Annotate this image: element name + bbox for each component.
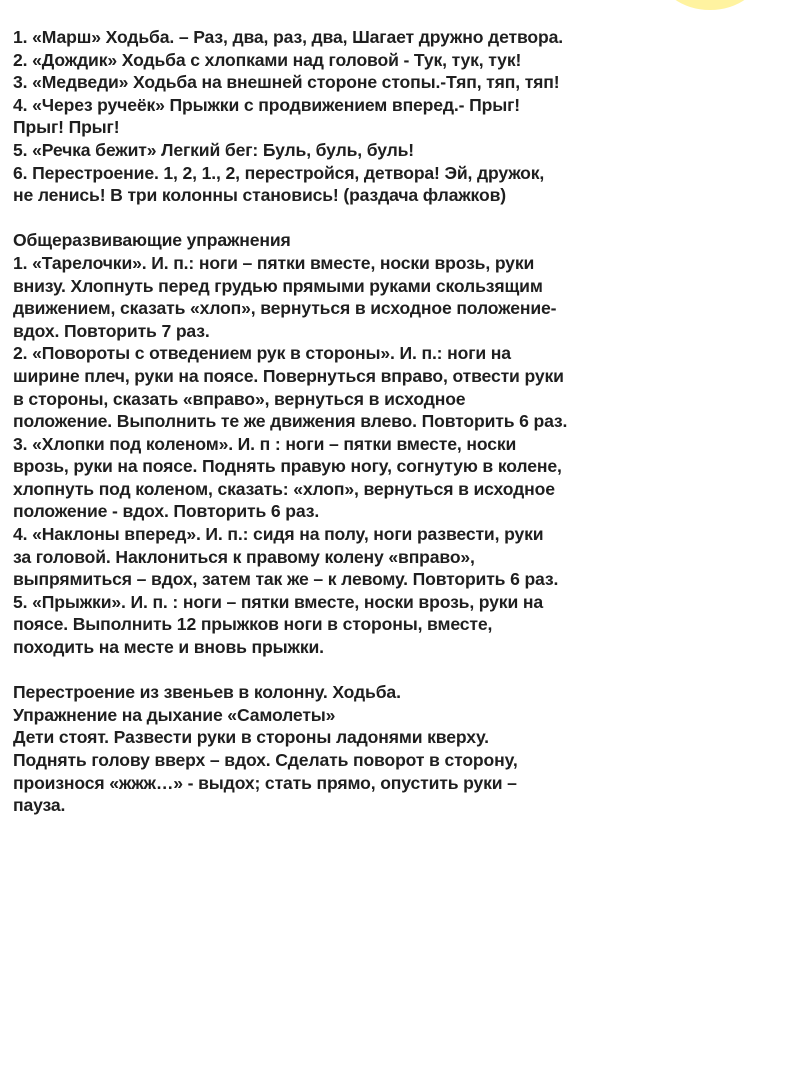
- text-line: походить на месте и вновь прыжки.: [13, 637, 324, 658]
- text-line: 1. «Тарелочки». И. п.: ноги – пятки вместе, носки врозь, руки: [13, 252, 535, 273]
- text-line: 3. «Хлопки под коленом». И. п : ноги – пятки вместе, носки: [13, 433, 517, 454]
- text-line: 2. «Повороты с отведением рук в стороны». И. п.: ноги на: [13, 343, 511, 364]
- text-line: за головой. Наклониться к правому колену «вправо»,: [13, 546, 475, 567]
- text-line: 5. «Прыжки». И. п. : ноги – пятки вместе, носки врозь, руки на: [13, 591, 543, 612]
- text-line: не ленись! В три колонны становись! (раздача флажков): [13, 185, 506, 206]
- text-line: Перестроение из звеньев в колонну. Ходьба.: [13, 682, 401, 703]
- text-line: пауза.: [13, 795, 66, 816]
- text-line: вдох. Повторить 7 раз.: [13, 320, 210, 341]
- text-line: 1. «Марш» Ходьба. – Раз, два, раз, два, Шагает дружно детвора.: [13, 27, 563, 47]
- paragraph-gap: [13, 207, 795, 230]
- text-line: поясе. Выполнить 12 прыжков ноги в стороны, вместе,: [13, 614, 493, 635]
- text-line: хлопнуть под коленом, сказать: «хлоп», вернуться в исходное: [13, 478, 555, 499]
- text-line: врозь, руки на поясе. Поднять правую ногу, согнутую в колене,: [13, 456, 562, 477]
- yellow-circle-decoration: [658, 0, 762, 10]
- text-line: 6. Перестроение. 1, 2, 1., 2, перестройся, детвора! Эй, дружок,: [13, 162, 545, 183]
- warmup-section: [13, 26, 795, 207]
- text-line: выпрямиться – вдох, затем так же – к левому. Повторить 6 раз.: [13, 569, 559, 590]
- text-line: Поднять голову вверх – вдох. Сделать поворот в сторону,: [13, 750, 518, 770]
- paragraph-gap: [13, 659, 795, 682]
- section-heading: Общеразвивающие упражнения: [13, 230, 291, 251]
- text-line: 4. «Через ручеёк» Прыжки с продвижением вперед.- Прыг!: [13, 94, 520, 115]
- text-line: в стороны, сказать «вправо», вернуться в исходное: [13, 388, 466, 409]
- text-line: Дети стоят. Развести руки в стороны ладонями кверху.: [13, 727, 489, 748]
- section-heading: Упражнение на дыхание «Самолеты»: [13, 704, 336, 725]
- text-line: ширине плеч, руки на поясе. Повернуться вправо, отвести руки: [13, 365, 564, 386]
- text-line: Прыг! Прыг!: [13, 117, 120, 138]
- text-line: движением, сказать «хлоп», вернуться в исходное положение-: [13, 298, 557, 319]
- text-line: положение. Выполнить те же движения влево. Повторить 6 раз.: [13, 411, 568, 432]
- exercises-section: [13, 229, 795, 658]
- text-line: произнося «жжж…» - выдох; стать прямо, опустить руки –: [13, 772, 517, 793]
- text-line: 3. «Медведи» Ходьба на внешней стороне стопы.-Тяп, тяп, тяп!: [13, 72, 560, 93]
- text-line: 5. «Речка бежит» Легкий бег: Буль, буль, буль!: [13, 139, 415, 160]
- text-line: 4. «Наклоны вперед». И. п.: сидя на полу, ноги развести, руки: [13, 524, 544, 545]
- document-text: [13, 26, 795, 817]
- text-line: 2. «Дождик» Ходьба с хлопками над головой - Тук, тук, тук!: [13, 49, 522, 70]
- breathing-section: [13, 681, 795, 817]
- text-line: внизу. Хлопнуть перед грудью прямыми руками скользящим: [13, 275, 543, 296]
- text-line: положение - вдох. Повторить 6 раз.: [13, 501, 320, 522]
